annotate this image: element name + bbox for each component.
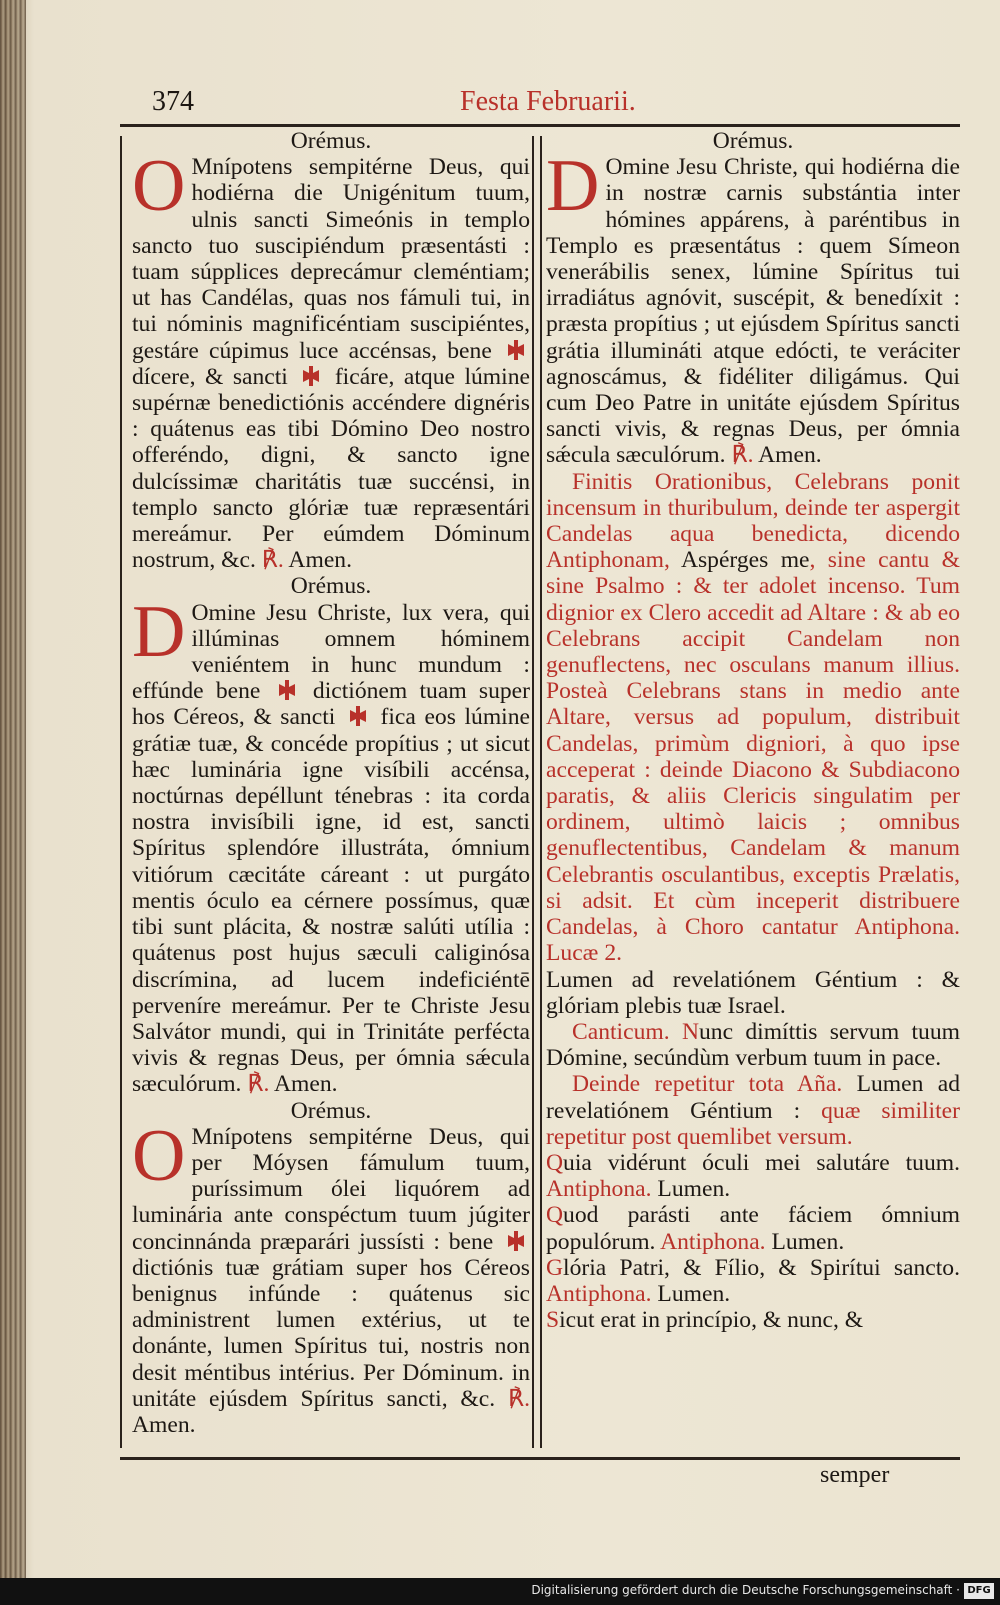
right-column xyxy=(546,128,960,1448)
response-mark: ℟. xyxy=(507,1385,530,1412)
running-head: Festa Februarii. xyxy=(460,86,636,117)
page-edge xyxy=(0,0,26,1578)
prayer-heading: Orémus. xyxy=(290,1097,372,1124)
drop-cap: O xyxy=(132,145,186,228)
antiphona-label: Antiphona. xyxy=(660,1228,766,1255)
page-number: 374 xyxy=(152,86,194,117)
antiphon-text: Lumen ad revelatiónem Géntium : & glóriam plebis tuæ Israel. xyxy=(546,966,960,1019)
verse: Glória Patri, & Fílio, & Spirítui sancto. Antiphona. Lumen. xyxy=(546,1254,960,1307)
verse: Sicut erat in princípio, & nunc, & xyxy=(546,1307,864,1334)
canticum-label: Canticum. xyxy=(572,1018,670,1045)
prayer-text: O Mnípotens sempitérne Deus, qui hodiérna die Unigénitum tuum, ulnis sancti Simeónis in templo sancto tuo suscipiéndum præsentásti : tuam súpplices deprecámur cleméntiam; ut has Candélas, quas nos fámuli tui, in tui nóminis magnificéntiam suscipiéntes, gestáre cúpimus luce accénsas, bene dícere, & sancti ficáre, atque lúmine supérnæ benedictiónis accéndere dignéris : quátenus eas tibi Dómino Deo nostro offeréndo, digni, & sancto igne dulcíssimæ charitátis tuæ succénsi, in templo sancto glóriæ tuæ repræsentári mereámur. Per eúmdem Dóminum nostrum, &c. ℟. Amen. xyxy=(132,145,530,574)
left-column xyxy=(132,128,530,1448)
prayer-heading: Orémus. xyxy=(712,128,794,154)
dfg-logo: DFG xyxy=(964,1583,994,1599)
drop-cap: D xyxy=(546,145,600,228)
prayer-heading: Orémus. xyxy=(290,573,372,600)
page-header xyxy=(152,86,952,126)
drop-cap: O xyxy=(132,1114,186,1197)
verse: Quod parásti ante fáciem ómnium populórum. Antiphona. Lumen. xyxy=(546,1202,960,1255)
rubric-instruction: Finitis Orationibus, Celebrans ponit incensum in thuribulum, deinde ter aspergit Candelas aqua benedicta, dicendo Antiphonam, Aspérges me, sine cantu & sine Psalmo : & ter adolet incenso. Tum dignior ex Clero accedit ad Altare : & ab eo Celebrans accipit Candelam non genuflectens, nec osculans manum illius. Posteà Celebrans stans in medio ante Altare, versus ad populum, distribuit Candelas, primùm digniori, à quo ipse acceperat : deinde Diacono & Subdiacono paratis, & aliis Clericis singulatim per ordinem, ultimò laicis ; omnibus genuflectentibus, Candelam & manum Celebrantis osculantibus, exceptis Prælatis, si adsit. Et cùm inceperit distribuere Candelas, à Choro cantatur Antiphona. Lucæ 2. xyxy=(546,468,960,967)
footer-credit: Digitalisierung gefördert durch die Deutsche Forschungsgemeinschaft · xyxy=(531,1583,960,1597)
cross-icon xyxy=(505,339,527,361)
verse: Quia vidérunt óculi mei salutáre tuum. Antiphona. Lumen. xyxy=(546,1149,960,1203)
drop-cap: D xyxy=(132,590,186,673)
column-divider-2 xyxy=(540,136,542,1448)
response-mark: ℟. xyxy=(247,1071,270,1098)
cross-icon xyxy=(505,1230,527,1252)
canticum: Canticum. Nunc dimíttis servum tuum Dómine, secúndùm verbum tuum in pace. xyxy=(546,1018,960,1072)
catchword: semper xyxy=(820,1462,890,1488)
left-rule xyxy=(120,136,122,1448)
footer-bar xyxy=(0,1578,1000,1605)
antiphona-label: Antiphona. xyxy=(546,1176,652,1203)
cross-icon xyxy=(347,705,369,727)
response-mark: ℟. xyxy=(731,442,754,469)
prayer-heading: Orémus. xyxy=(290,128,372,154)
cross-icon xyxy=(276,679,298,701)
antiphona-label: Antiphona. xyxy=(546,1280,652,1307)
column-divider xyxy=(532,136,534,1448)
prayer-text: D Omine Jesu Christe, qui hodiérna die in nostræ carnis substántia inter hómines appárens, à paréntibus in Templo es præsentátus : quem Símeon venerábilis senex, lúmine Spíritus tui irradiátus agnóvit, suscépit, & benedíxit : præsta propítius ; ut ejúsdem Spíritus sancti grátia illumináti atque edócti, te veráciter agnoscámus, & fidéliter diligámus. Qui cum Deo Patre in unitáte ejúsdem Spíritus sancti vivis, & regnas Deus, per ómnia sǽcula sæculórum. ℟. Amen. xyxy=(546,145,960,469)
cross-icon xyxy=(300,365,322,387)
prayer-text: O Mnípotens sempitérne Deus, qui per Móysen fámulum tuum, puríssimum ólei liquórem ad luminária ante conspéctum tuum júgiter concinnánda præparári jussísti : bene dictiónis tuæ grátiam super hos Céreos benignus infúnde : quátenus sic administrent lumen extérius, ut te donánte, lumen Spíritus tui, nostris non desit méntibus intérius. Per Dóminum. in unitáte ejúsdem Spíritus sancti, &c. ℟. Amen. xyxy=(132,1114,530,1438)
response-mark: ℟. xyxy=(261,547,284,574)
rubric-repeat: Deinde repetitur tota Aña. Lumen ad revelatiónem Géntium : quæ similiter repetitur post quemlibet versum. xyxy=(546,1071,960,1150)
prayer-text: D Omine Jesu Christe, lux vera, qui illúminas omnem hóminem veniéntem in hunc mundum : effúnde bene dictiónem tuam super hos Céreos, & sancti fica eos lúmine grátiæ tuæ, & concéde propítius ; ut sicut hæc luminária igne visíbili accénsa, noctúrnas depéllunt ténebras : ita corda nostra invisíbili igne, id est, sancti Spíritus splendóre illustráta, ómnium vitiórum cæcitáte cáreant : ut purgáto mentis óculo ea cérnere possímus, quæ tibi sunt plácita, & nostræ salúti utília : quátenus post hujus sæculi caliginósa discrímina, ad lucem indeficiéntē perveníre mereámur. Per te Christe Jesu Salvátor mundi, qui in Trinitáte perfécta vivis & regnas Deus, per ómnia sǽcula sæculórum. ℟. Amen. xyxy=(132,590,530,1098)
